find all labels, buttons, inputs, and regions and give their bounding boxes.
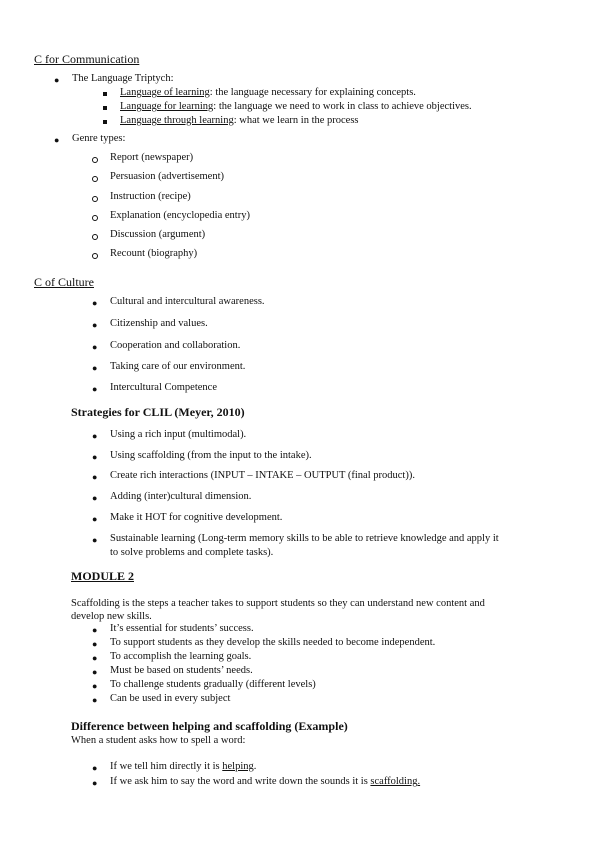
module2-item: Can be used in every subject: [110, 693, 231, 704]
triptych-item: Language of learning: the language necessary for explaining concepts.: [120, 87, 416, 98]
difference-intro: When a student asks how to spell a word:: [71, 735, 246, 746]
strategy-item: Using scaffolding (from the input to the intake).: [110, 450, 312, 461]
difference-item: If we tell him directly it is helping.: [110, 761, 257, 772]
triptych-item: Language through learning: what we learn in the process: [120, 115, 359, 126]
difference-heading: Difference between helping and scaffolding (Example): [71, 719, 348, 733]
triptych-label: The Language Triptych:: [72, 73, 174, 84]
genre-label: Genre types:: [72, 133, 126, 144]
bullet: ●: [92, 653, 98, 663]
module2-item: It’s essential for students’ success.: [110, 623, 254, 634]
bullet: ●: [92, 535, 98, 545]
genre-item: Discussion (argument): [110, 229, 206, 240]
bullet: ●: [92, 342, 98, 352]
difference-item: If we ask him to say the word and write down the sounds it is scaffolding.: [110, 776, 421, 787]
square-bullet: [103, 106, 107, 110]
bullet: ●: [92, 472, 98, 482]
circle-bullet: [92, 176, 98, 182]
module2-item: To accomplish the learning goals.: [110, 651, 252, 662]
bullet: ●: [92, 639, 98, 649]
culture-item: Cultural and intercultural awareness.: [110, 296, 265, 307]
module2-intro-cont: develop new skills.: [71, 611, 152, 622]
bullet: ●: [92, 493, 98, 503]
square-bullet: [103, 120, 107, 124]
bullet: ●: [92, 298, 98, 308]
bullet: ●: [92, 514, 98, 524]
circle-bullet: [92, 196, 98, 202]
genre-item: Instruction (recipe): [110, 191, 191, 202]
culture-item: Taking care of our environment.: [110, 361, 246, 372]
circle-bullet: [92, 234, 98, 240]
bullet: ●: [54, 135, 60, 145]
square-bullet: [103, 92, 107, 96]
strategy-item: Sustainable learning (Long-term memory skills to be able to retrieve knowledge and apply it: [110, 533, 499, 544]
culture-heading: C of Culture: [34, 275, 94, 289]
strategy-item: Create rich interactions (INPUT – INTAKE – OUTPUT (final product)).: [110, 470, 415, 481]
strategy-item: Using a rich input (multimodal).: [110, 429, 247, 440]
bullet: ●: [92, 363, 98, 373]
culture-item: Intercultural Competence: [110, 382, 217, 393]
strategy-item-continuation: to solve problems and complete tasks).: [110, 547, 274, 558]
strategy-item: Make it HOT for cognitive development.: [110, 512, 283, 523]
module2-item: To support students as they develop the skills needed to become independent.: [110, 637, 436, 648]
bullet: ●: [92, 431, 98, 441]
bullet: ●: [92, 384, 98, 394]
bullet: ●: [54, 75, 60, 85]
communication-heading: C for Communication: [34, 52, 140, 66]
module2-intro: Scaffolding is the steps a teacher takes to support students so they can understand new content and: [71, 598, 485, 609]
bullet: ●: [92, 667, 98, 677]
module2-item: Must be based on students’ needs.: [110, 665, 253, 676]
strategy-item: Adding (inter)cultural dimension.: [110, 491, 252, 502]
triptych-item: Language for learning: the language we need to work in class to achieve objectives.: [120, 101, 472, 112]
module2-item: To challenge students gradually (different levels): [110, 679, 316, 690]
bullet: ●: [92, 625, 98, 635]
culture-item: Citizenship and values.: [110, 318, 208, 329]
bullet: ●: [92, 320, 98, 330]
module2-heading: MODULE 2: [71, 569, 134, 583]
circle-bullet: [92, 253, 98, 259]
genre-item: Explanation (encyclopedia entry): [110, 210, 250, 221]
bullet: ●: [92, 695, 98, 705]
strategies-heading: Strategies for CLIL (Meyer, 2010): [71, 405, 245, 419]
circle-bullet: [92, 157, 98, 163]
genre-item: Report (newspaper): [110, 152, 194, 163]
genre-item: Persuasion (advertisement): [110, 171, 225, 182]
bullet: ●: [92, 778, 98, 788]
circle-bullet: [92, 215, 98, 221]
culture-item: Cooperation and collaboration.: [110, 340, 241, 351]
bullet: ●: [92, 681, 98, 691]
bullet: ●: [92, 452, 98, 462]
genre-item: Recount (biography): [110, 248, 198, 259]
bullet: ●: [92, 763, 98, 773]
